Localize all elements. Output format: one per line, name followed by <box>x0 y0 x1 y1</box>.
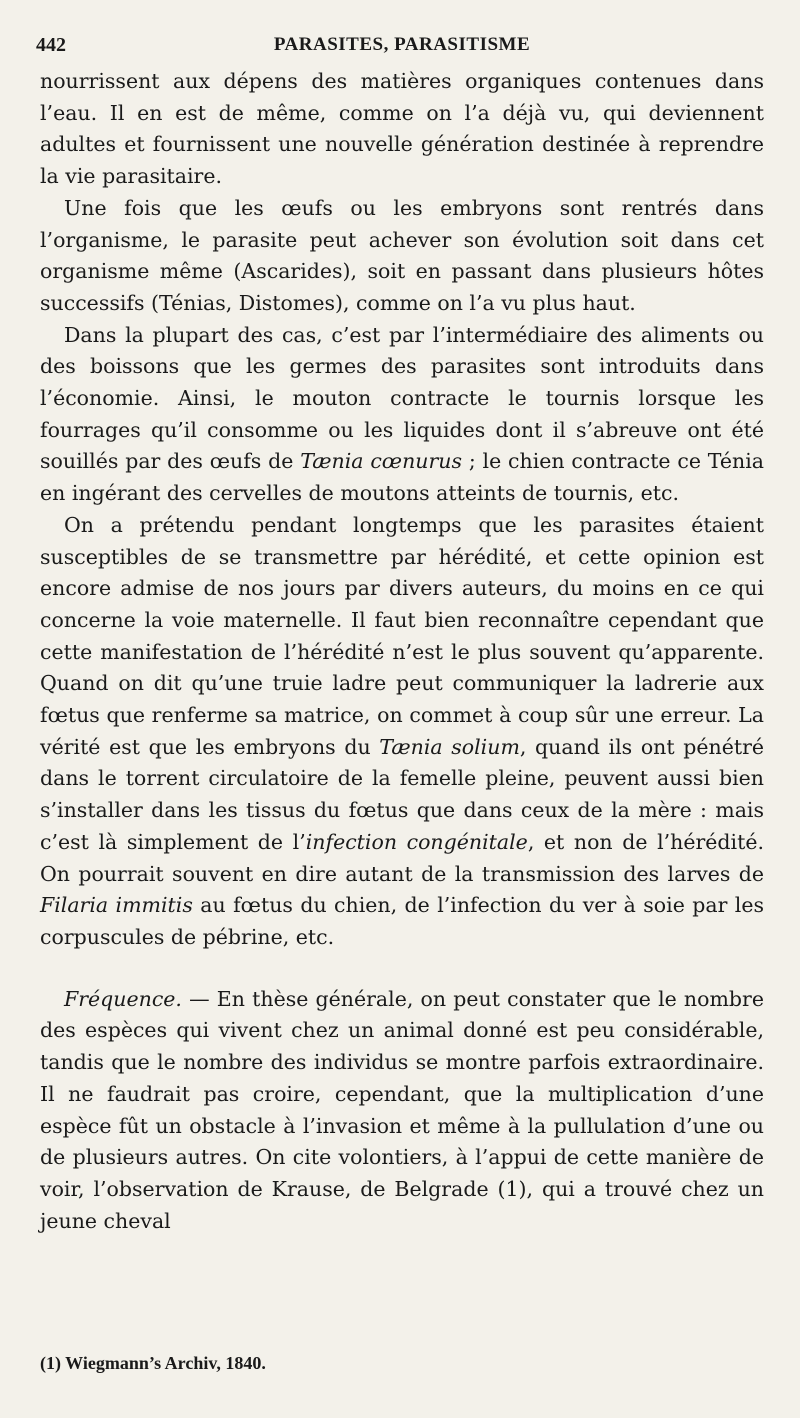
heading-dash: — <box>181 986 217 1011</box>
text-run: En thèse générale, on peut constater que le nombre des espèces qui vivent chez un animal donné est peu considérable, tandis que le nombre des individus se montre parfois extraordinaire. Il ne faudrait pas croire, cependant, que la multiplication d’une espèce fût un obstacle à l’invasion et même à la pullulation d’une ou de plusieurs autres. On cite volontiers, à l’appui de cette manière de voir, l’observation de Krause, de Belgrade (1), qui a trouvé chez un jeune cheval <box>40 986 764 1233</box>
text-run: Dans la plupart des cas, c’est par l’intermédiaire des aliments ou des boissons que les germes des parasites sont introduits dans l’économie. Ainsi, le mouton contracte le tournis lorsque les fourrages qu’il consomme ou les liquides dont il s’abreuve ont été souillés par des œufs de <box>40 322 764 474</box>
text-run: On a prétendu pendant longtemps que les parasites étaient susceptibles de se transmettre par hérédité, et cette opinion est encore admise de nos jours par divers auteurs, du moins en ce qui concerne la voie maternelle. Il faut bien reconnaître cependant que cette manifestation de l’hérédité n’est le plus souvent qu’apparente. Quand on dit qu’une truie ladre peut communiquer la ladrerie aux fœtus que renferme sa matrice, on commet à coup sûr une erreur. La vérité est que les embryons du <box>40 512 764 759</box>
running-head <box>36 28 764 58</box>
paragraph-evolution <box>40 193 764 320</box>
species-name: Filaria immitis <box>40 893 193 918</box>
paragraph-frequency <box>40 984 764 1238</box>
text-run: , et non de l’hérédité. On pourrait souvent en dire autant de la transmission des larves de <box>40 829 764 886</box>
paragraph-text: Une fois que les œufs ou les embryons sont rentrés dans l’organisme, le parasite peut achever son évolution soit dans cet organisme même (Ascarides), soit en passant dans plusieurs hôtes successifs (Ténias, Distomes), comme on l’a vu plus haut. <box>40 195 764 315</box>
text-run: ; le chien contracte ce Ténia en ingérant des cervelles de moutons atteints de tournis, etc. <box>40 449 764 506</box>
species-name: Tænia solium <box>379 734 520 759</box>
running-title: PARASITES, PARASITISME <box>273 34 531 55</box>
page-number: 442 <box>36 34 66 56</box>
paragraph-transmission-food <box>40 320 764 510</box>
species-name: Tænia cœnurus <box>300 449 463 474</box>
paragraph-text: nourrissent aux dépens des matières organiques contenues dans l’eau. Il en est de même, comme on l’a déjà vu, qui deviennent adultes et fournissent une nouvelle génération destinée à reprendre la vie parasitaire. <box>40 69 764 189</box>
paragraph-heredity <box>40 510 764 954</box>
body-text <box>40 66 764 1237</box>
paragraph-continuation <box>40 66 764 193</box>
text-run: au fœtus du chien, de l’infection du ver à soie par les corpuscules de pébrine, etc. <box>40 893 764 949</box>
section-heading: Fréquence. <box>64 986 182 1011</box>
text-run: , quand ils ont pénétré dans le torrent circulatoire de la femelle pleine, peuvent aussi bien s’installer dans les tissus du fœtus que dans ceux de la mère : mais c’est là simplement de l’ <box>40 734 765 854</box>
footnote: (1) Wiegmann’s Archiv, 1840. <box>40 1353 266 1373</box>
section-gap <box>40 954 764 984</box>
emphasis-term: infection congénitale <box>305 829 528 854</box>
